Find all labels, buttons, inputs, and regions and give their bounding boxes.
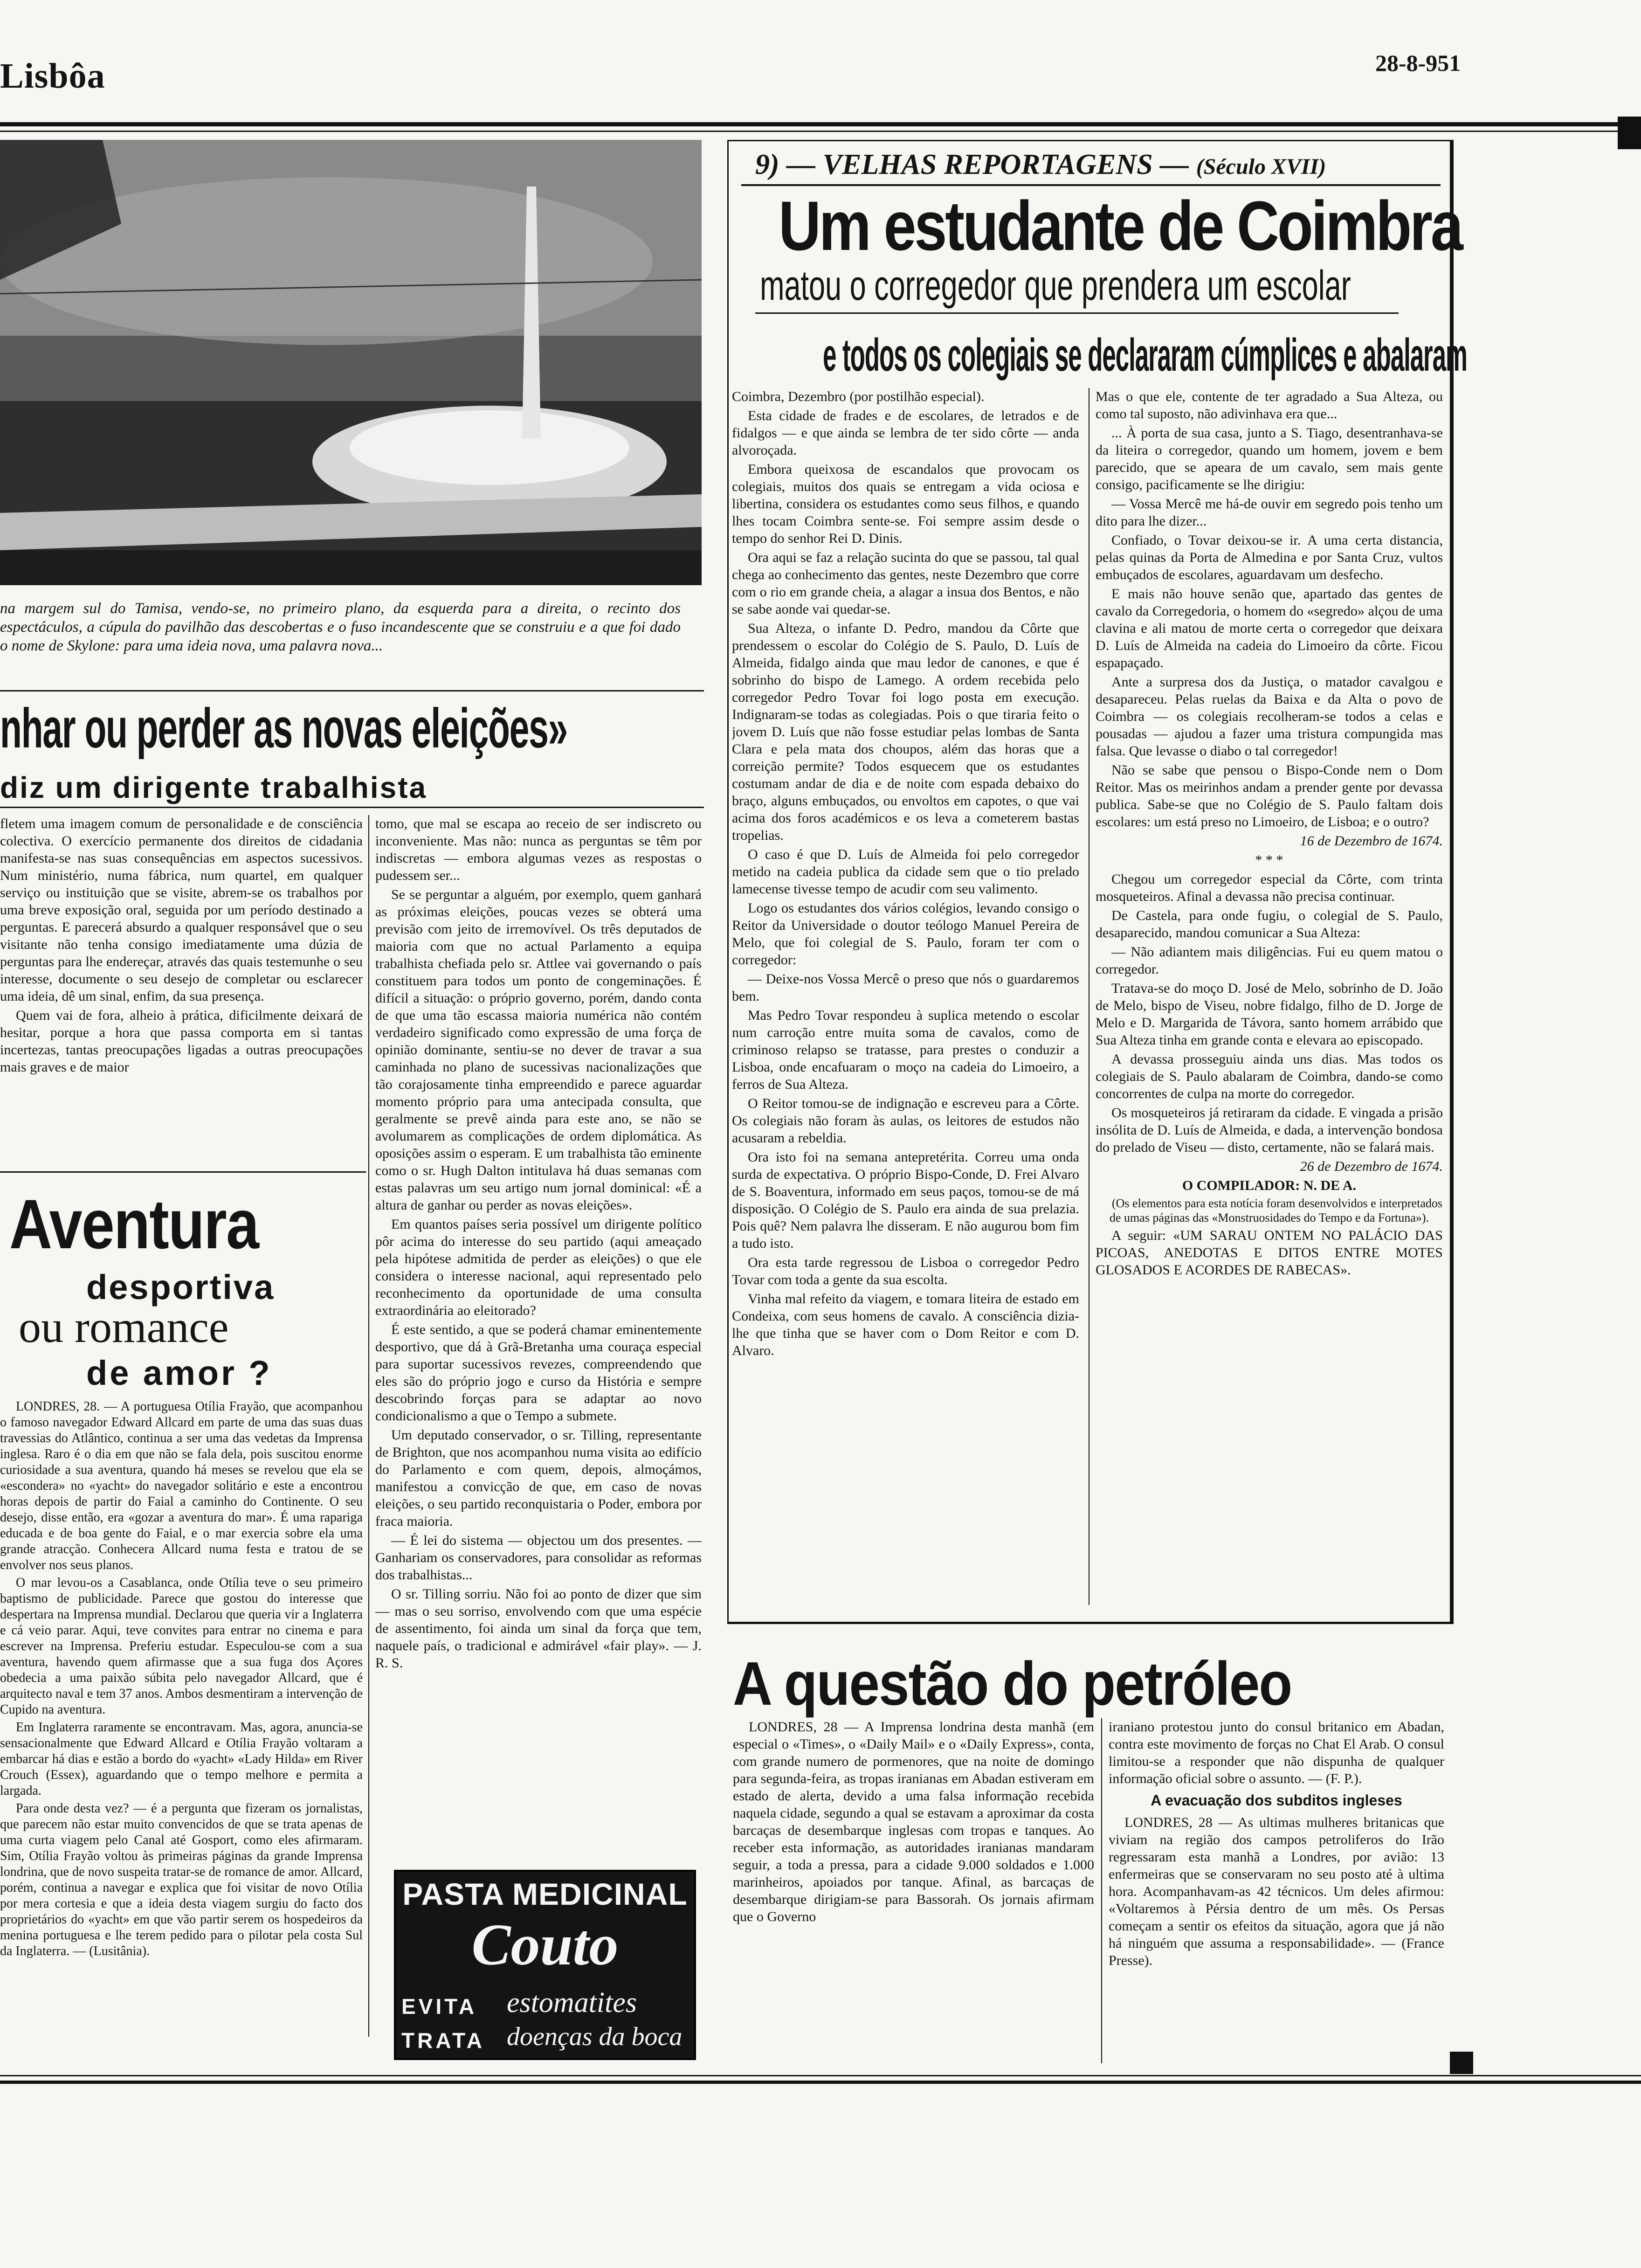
- ad-trata-text: doenças da boca: [507, 2022, 683, 2051]
- coimbra-col1-p3: Embora queixosa de escandalos que provocam os colegiais, muitos dos quais se entregam a vida ociosa e libertina, considera os estudantes como seus filhos, e quando lhes tocam Coimbra sente-se. Foi sempre assim desde o tempo do senhor Rei D. Dinis.: [732, 462, 1079, 546]
- coimbra-col1-p12: Ora esta tarde regressou de Lisboa o corregedor Pedro Tovar com toda a gente da sua escolta.: [732, 1255, 1079, 1287]
- coimbra-col2-p5: E mais não houve senão que, apartado das gentes de cavalo da Corregedoria, o homem do «segredo» alçou de uma clavina e ali matou de morte certa o corregedor que deixara D. Luís de Almeida na cadeia do Limoeiro da côrte. Ficou espapaçado.: [1096, 586, 1443, 671]
- coimbra-col1-p7: Logo os estudantes dos vários colégios, levando consigo o Reitor da Universidade o doutor teólogo Manuel Pereira de Melo, que foi colegial de S. Paulo, foram ter com o corregedor:: [732, 900, 1079, 968]
- labour-col1-p1: fletem uma imagem comum de personalidade e de consciência colectiva. O exercício permanente dos direitos de cidadania manifesta-se nas suas consequências em aspectos sucessivos. Num ministério, numa fábrica, num quartel, em qualquer serviço ou instituição que se visite, abrem-se os trabalhos por uma breve exposição oral, seguida por um período destinado a perguntas. E parecerá absurdo a qualquer responsável que o seu visitante não tenha consigo imediatamente uma dúzia de perguntas para lhe endereçar, através das quais testemunhe o seu interesse, documente o seu desejo de completar ou esclarecer uma ideia, dê um sinal, enfim, da sua presença.: [0, 816, 363, 1004]
- aventura-line3: ou romance: [19, 1302, 229, 1352]
- labour-col2: [375, 815, 702, 1846]
- footer-rule-thick: [0, 2081, 1641, 2084]
- labour-col2-p4: É este sentido, a que se poderá chamar eminentemente desportivo, que dá à Grã-Bretanha uma couraça especial para suportar sucessivos revezes, compreendendo que eles são do próprio jogo e curso da História e sempre descobrindo forças para se adaptar ao novo condicionalismo a que o Tempo a submete.: [375, 1322, 702, 1424]
- petroleo-subhead: A evacuação dos subditos ingleses: [1151, 1792, 1402, 1809]
- header-rule-top: [0, 122, 1641, 126]
- labour-col2-p1: tomo, que mal se escapa ao receio de ser indiscreto ou inconveniente. Mas não: nunca as perguntas se têm por indiscretas — embora algumas vezes as respostas o pudessem ser...: [375, 816, 702, 883]
- labour-col-divider: [368, 815, 369, 2037]
- coimbra-date1: 16 de Dezembro de 1674.: [1300, 833, 1443, 849]
- ad-pasta-medicinal: [394, 1870, 696, 2060]
- coimbra-box-top: [727, 140, 1454, 141]
- labour-col2-p2: Se se perguntar a alguém, por exemplo, quem ganhará as próximas eleições, poucas vezes se obterá uma previsão com jeito de irremovível. Os três deputados de maioria com que no actual Parlamento a equipa trabalhista chefiada pelo sr. Attlee vai governando o país constituem para todos um ponto de congeminações. É difícil a situação: o próprio governo, porém, dando conta de que uma tão escassa maioria numérica não contém verdadeiro significado como expressão de uma força de opinião dominante, sentiu-se no dever de travar a sua caminhada no plano de sucessivas nacionalizações que tão corajosamente tinha empreendido e parece aguardar momento próprio para uma antecipada consulta, que geralmente se prevê ainda para este ano, se não se avolumarem as complicações de ordem diplomática. As oposições assim o esperam. E um trabalhista tão eminente como o sr. Hugh Dalton intitulava há duas semanas com estas palavras um seu artigo num jornal dominical: «É a altura de ganhar ou perder as novas eleições».: [375, 887, 702, 1213]
- petroleo-col2: [1109, 1718, 1444, 2059]
- coimbra-sources-note: (Os elementos para esta notícia foram desenvolvidos e interpretados de umas páginas das «Monstruosidades do Tempo e da Fortuna»).: [1109, 1196, 1442, 1224]
- aventura-title: Aventura: [9, 1185, 259, 1263]
- coimbra-col2-p7: Não se sabe que pensou o Bispo-Conde nem o Dom Reitor. Mas os meirinhos andam a prender gente por devassa publica. Sabe-se que no Colégio de S. Paulo faltam dois escolares: um está preso no Limoeiro, de Lisboa; e o outro?: [1096, 762, 1443, 830]
- coimbra-headline: Um estudante de Coimbra: [779, 187, 1462, 265]
- coimbra-col2-p10: — Não adiantem mais diligências. Fui eu quem matou o corregedor.: [1096, 944, 1443, 977]
- labour-subhead: diz um dirigente trabalhista: [0, 771, 427, 804]
- ad-trata-label: TRATA: [401, 2028, 485, 2053]
- coimbra-col1-p1: Coimbra, Dezembro (por postilhão especial).: [732, 389, 985, 404]
- coimbra-col2-p11: Tratava-se do moço D. José de Melo, sobrinho de D. João de Melo, bispo de Viseu, nobre fidalgo, filho de D. Jorge de Melo e D. Margarida de Távora, santo homem arrábido que Sua Alteza tinha em grande conta e elevara ao episcopado.: [1096, 981, 1443, 1048]
- footer-rule-thin: [0, 2075, 1641, 2076]
- ad-evita-text: estomatites: [507, 1987, 637, 2019]
- coimbra-sub1: matou o corregedor que prendera um escolar: [760, 263, 1351, 309]
- aventura-p1: LONDRES, 28. — A portuguesa Otília Frayão, que acompanhou o famoso navegador Edward Allcard em parte de uma das suas duas travessias do Atlântico, continua a ser uma das vedetas da Imprensa inglesa. Raro é o dia em que não se fala dela, pois suscitou enorme curiosidade a sua aventura, quando há meses se revelou que ela se «escondera» no «yacht» do navegador solitário e este a encontrou horas depois de partir do Faial a caminho do Continente. O seu desejo, disse então, era «gozar a aventura do mar». É uma rapariga educada e de boa gente do Faial, e o mar exercia sobre ela uma grande atracção. Conhecera Allcard numa festa e tratou de se envolver nos seus planos.: [0, 1399, 363, 1572]
- petroleo-col2-p1: iraniano protestou junto do consul britanico em Abadan, contra este movimento de forças no Chat El Arab. O consul limitou-se a responder que não dispunha de qualquer informação oficial sobre o assunto. — (F. P.).: [1109, 1719, 1444, 1786]
- petroleo-col-divider: [1101, 1718, 1102, 2063]
- labour-col2-p7: O sr. Tilling sorriu. Não foi ao ponto de dizer que sim — mas o seu sorriso, envolvendo com que uma espécie de assentimento, foi ainda um sinal da força que tem, naquele país, o tradicional e admirável «fair play». — J. R. S.: [375, 1586, 702, 1671]
- coimbra-col1: [732, 388, 1079, 1605]
- coimbra-col1-p9: Mas Pedro Tovar respondeu à suplica metendo o escolar num carroção entre muita soma de cavalos, como de criminoso relapso se tratasse, para prestes o conduzir a Lisboa, onde encafuaram o moço na cadeia do Limoeiro, a ferros de Sua Alteza.: [732, 1008, 1079, 1092]
- photo-caption: na margem sul do Tamisa, vendo-se, no primeiro plano, da esquerda para a direita, o recinto dos espectáculos, a cúpula do pavilhão das descobertas e o fuso incandescente que se construiu e a que foi dado o nome de Skylone: para uma ideia nova, uma palavra nova...: [0, 600, 681, 654]
- coimbra-next: A seguir: «UM SARAU ONTEM NO PALÁCIO DAS PICOAS, ANEDOTAS E DITOS ENTRE MOTES GLOSADOS E ACORDES DE RABECAS».: [1096, 1228, 1443, 1278]
- aventura-line2: desportiva: [86, 1268, 275, 1307]
- petroleo-col2-p2: LONDRES, 28 — As ultimas mulheres britanicas que viviam na região dos campos petroliferos do Irão regressaram esta manhã a Londres, por avião: 13 enfermeiras que se conservaram no seu posto até à ultima hora. Acompanhavam-as 42 técnicos. Um deles afirmou: «Voltaremos à Pérsia dentro de um mês. Os Persas começam a sentir os efeitos da situação, agora que já não há ninguém que assuma a responsabilidade». — (France Presse).: [1109, 1815, 1444, 1968]
- coimbra-col1-p4: Ora aqui se faz a relação sucinta do que se passou, tal qual chega ao conhecimento das gentes, neste Dezembro que corre com o rio em grande cheia, a alagar a insua dos Bentos, e não se sabe aonde vai quedar-se.: [732, 550, 1079, 617]
- labour-col1: [0, 815, 363, 1165]
- subhead-rule: [0, 807, 704, 808]
- coimbra-col2-p9: De Castela, para onde fugiu, o colegial de S. Paulo, desaparecido, mandou comunicar a Sua Alteza:: [1096, 908, 1443, 940]
- coimbra-col2: [1096, 388, 1443, 1605]
- ad-evita-label: EVITA: [401, 1994, 477, 2019]
- labour-headline: nhar ou perder as novas eleições»: [0, 697, 567, 760]
- page-date: 28-8-951: [1375, 50, 1461, 76]
- caption-rule: [0, 690, 704, 691]
- right-bottom-mark: [1450, 2052, 1473, 2074]
- right-edge-mark: [1618, 117, 1641, 149]
- coimbra-col2-p1: Mas o que ele, contente de ter agradado a Sua Alteza, ou como tal suposto, não adivinhava era que...: [1096, 389, 1443, 422]
- coimbra-asterisks: * * *: [1255, 852, 1283, 868]
- ad-title: PASTA MEDICINAL: [402, 1877, 688, 1911]
- labour-col2-p6: — É lei do sistema — objectou um dos presentes. — Ganhariam os conservadores, para consolidar as reformas dos trabalhistas...: [375, 1533, 702, 1583]
- coimbra-box-bottom: [727, 1622, 1454, 1624]
- coimbra-series: 9) — VELHAS REPORTAGENS —: [755, 149, 1189, 180]
- petroleo-col1-p1: LONDRES, 28 — A Imprensa londrina desta manhã (em especial o «Times», o «Daily Mail» e o «Daily Express», conta, com grande numero de pormenores, que na noite de domingo para segunda-feira, as tropas iranianas em Abadan estiveram em estado de alerta, devido a uma falsa informação recebida naquela cidade, segundo a qual se estavam a aproximar da costa barcaças de desembarque inglesas com tropas e tanques. Ao receber esta informação, as autoridades iranianas mandaram seguir, a toda a pressa, para a cidade 9.000 soldados e 1.000 marinheiros, apoiados por tanque. Afinal, as barcaças de desembarque dirigiam-se para Bassorah. Os jornais afirmam que o Governo: [733, 1719, 1094, 1924]
- aventura-p4: Para onde desta vez? — é a pergunta que fizeram os jornalistas, que parecem não estar muito convencidos de que se trata apenas de uma curta viagem pelo Canal até Gosport, como eles afirmaram. Sim, Otília Frayão voltou às primeiras páginas da grande Imprensa londrina, que de novo suspeita tratar-se de romance de amor. Allcard, porém, continua a navegar e explica que foi visitar de novo Otília por mera cortesia e que a ideia desta viagem surgiu do facto dos proprietários do «yacht» em que vão partir serem os hospedeiros da menina portuguesa e lhe terem pedido para o pilotar pela costa Sul da Inglaterra. — (Lusitânia).: [0, 1801, 363, 1958]
- coimbra-date2: 26 de Dezembro de 1674.: [1300, 1159, 1443, 1174]
- coimbra-col2-p3: — Vossa Mercê me há-de ouvir em segredo pois tenho um dito para lhe dizer...: [1096, 496, 1443, 529]
- coimbra-col2-p12: A devassa prosseguiu ainda uns dias. Mas todos os colegiais de S. Paulo abalaram de Coimbra, dando-se como concorrentes de culpa na morte do corregedor.: [1096, 1051, 1443, 1101]
- coimbra-col1-p10: O Reitor tomou-se de indignação e escreveu para a Côrte. Os colegiais não foram às aulas, os leitores de estudos não acusaram a rebeldia.: [732, 1096, 1079, 1146]
- header-rule-thin: [0, 131, 1641, 132]
- coimbra-col2-p13: Os mosqueteiros já retiraram da cidade. E vingada a prisão insólita de D. Luís de Almeida, e dada, a intervenção bondosa do prelado de Viseu — disto, certamente, não se falará mais.: [1096, 1105, 1443, 1155]
- coimbra-col2-p2: ... À porta de sua casa, junto a S. Tiago, desentranhava-se da liteira o corregedor, quando um homem, jovem e bem parecido, que se apeara de um cavalo, sem mais gente consigo, pacificamente se lhe dirigiu:: [1096, 425, 1443, 492]
- aventura-body: [0, 1399, 363, 2061]
- coimbra-col1-p2: Esta cidade de frades e de escolares, de letrados e de fidalgos — e que ainda se lembra de ter sido côrte — anda alvoroçada.: [732, 408, 1079, 458]
- coimbra-col1-p5: Sua Alteza, o infante D. Pedro, mandou da Côrte que prendessem o escolar do Colégio de S. Paulo, D. Luís de Almeida, fidalgo ainda que mau ledor de canones, e que é sobrinho do bispo de Lamego. A ordem recebida pelo corregedor Pedro Tovar foi logo posta em execução. Indignaram-se todas as colegiadas. Pois o que tiraria feito o jovem D. Luís que não fosse estudiar pelas lombas de Santa Clara e pela mata dos choupos, além das horas que a correição permite? Todos esquecem que os estudantes costumam andar de dia e de noite com espada debaixo do braço, alguns embuçados, ou envoltos em capotes, o que vai acima dos foros académicos e os leva a cometerem bastas tropelias.: [732, 621, 1079, 843]
- petroleo-col1: [733, 1718, 1094, 2059]
- coimbra-sub-rule: [755, 312, 1399, 314]
- coimbra-col1-p13: Vinha mal refeito da viagem, e tomara liteira de estado em Condeixa, com seus homens de cavalo. A consciência dizia-lhe que tinha que se haver com o Dom Reitor e com D. Alvaro.: [732, 1291, 1079, 1358]
- coimbra-col2-p4: Confiado, o Tovar deixou-se ir. A uma certa distancia, pelas quinas da Porta de Almedina e por Santa Cruz, vultos embuçados de escolares, aguardavam um desfecho.: [1096, 532, 1443, 582]
- labour-col2-p5: Um deputado conservador, o sr. Tilling, representante de Brighton, que nos acompanhou numa visita ao edifício do Parlamento e com quem, depois, almoçámos, manifestou a convicção de que, em caso de novas eleições, o seu partido reconquistaria o Poder, embora por fraca maioria.: [375, 1427, 702, 1529]
- coimbra-col1-p6: O caso é que D. Luís de Almeida foi pelo corregedor metido na cadeia publica da cidade sem que o tio prelado lamecense tivesse tempo de acudir com seu valimento.: [732, 847, 1079, 897]
- labour-end-rule: [0, 1171, 366, 1173]
- coimbra-compiler: O COMPILADOR: N. DE A.: [1182, 1178, 1357, 1193]
- coimbra-col1-p11: Ora isto foi na semana antepretérita. Correu uma onda surda de expectativa. O próprio Bispo-Conde, D. Frei Alvaro de S. Boaventura, informado em seus paços, tomou-se de má disposição. O Colégio de S. Paulo era ainda de sua prelazia. Pois quê? Nem palavra lhe disseram. E não augurou bom fim a tudo isto.: [732, 1149, 1079, 1251]
- coimbra-century: (Século XVII): [1196, 154, 1326, 179]
- coimbra-col2-p8: Chegou um corregedor especial da Côrte, com trinta mosqueteiros. Afinal a devassa não precisa continuar.: [1096, 871, 1443, 904]
- aventura-p2: O mar levou-os a Casablanca, onde Otília teve o seu primeiro baptismo de publicidade. Parece que gostou do interesse que despertara na Imprensa mundial. Declarou que queria vir a Inglaterra e cá veio parar. Aqui, teve convites para entrar no cinema e para escrever na Imprensa. Preferiu estudar. Especulou-se com a sua aventura, havendo quem afirmasse que a sua fuga dos Açores obedecia a uma paixão súbita pelo navegador Allcard, que é arquitecto naval e tem 37 anos. Ambos desmentiram a intervenção de Cupido na aventura.: [0, 1576, 363, 1717]
- coimbra-col2-p6: Ante a surpresa dos da Justiça, o matador cavalgou e desapareceu. Pelas ruelas da Baixa e da Alta o povo de Coimbra — os colegiais recolheram-se todos a celas e pousadas — ajudou a fazer uma tristura compungida mas falsa. Que levasse o diabo o tal corregedor!: [1096, 674, 1443, 759]
- coimbra-box-left: [727, 140, 729, 1622]
- coimbra-series-line: [755, 148, 1326, 181]
- coimbra-sub2: e todos os colegiais se declararam cúmplices e abalaram: [823, 329, 1467, 380]
- coimbra-col1-p8: — Deixe-nos Vossa Mercê o preso que nós o guardaremos bem.: [732, 971, 1079, 1004]
- photo-illustration: [0, 140, 702, 585]
- labour-col2-p3: Em quantos países seria possível um dirigente político pôr acima do interesse do seu partido (aqui ameaçado pela hipótese admitida de perder as eleições) o que ele considera o interesse nacional, aqui representado pelo reconhecimento da oportunidade de uma consulta extraordinária ao eleitorado?: [375, 1217, 702, 1318]
- petroleo-headline: A questão do petróleo: [733, 1649, 1292, 1718]
- skylon-photo: [0, 140, 702, 585]
- city-name: Lisbôa: [0, 56, 105, 96]
- masthead-city: [0, 56, 105, 97]
- labour-col1-p2: Quem vai de fora, alheio à prática, dificilmente deixará de hesitar, porque a hora que passa comporta em si tantas incertezas, tantas preocupações ligadas a outras preocupações mais graves e de maior: [0, 1008, 363, 1075]
- aventura-line4: de amor ?: [86, 1354, 272, 1392]
- ad-brand: Couto: [471, 1913, 619, 1978]
- aventura-p3: Em Inglaterra raramente se encontravam. Mas, agora, anuncia-se sensacionalmente que Edward Allcard e Otília Frayão voltaram a embarcar há dias e estão a bordo do «yacht» «Lady Hilda» em River Crouch (Essex), aguardando que o tempo melhore e permita a largada.: [0, 1720, 363, 1798]
